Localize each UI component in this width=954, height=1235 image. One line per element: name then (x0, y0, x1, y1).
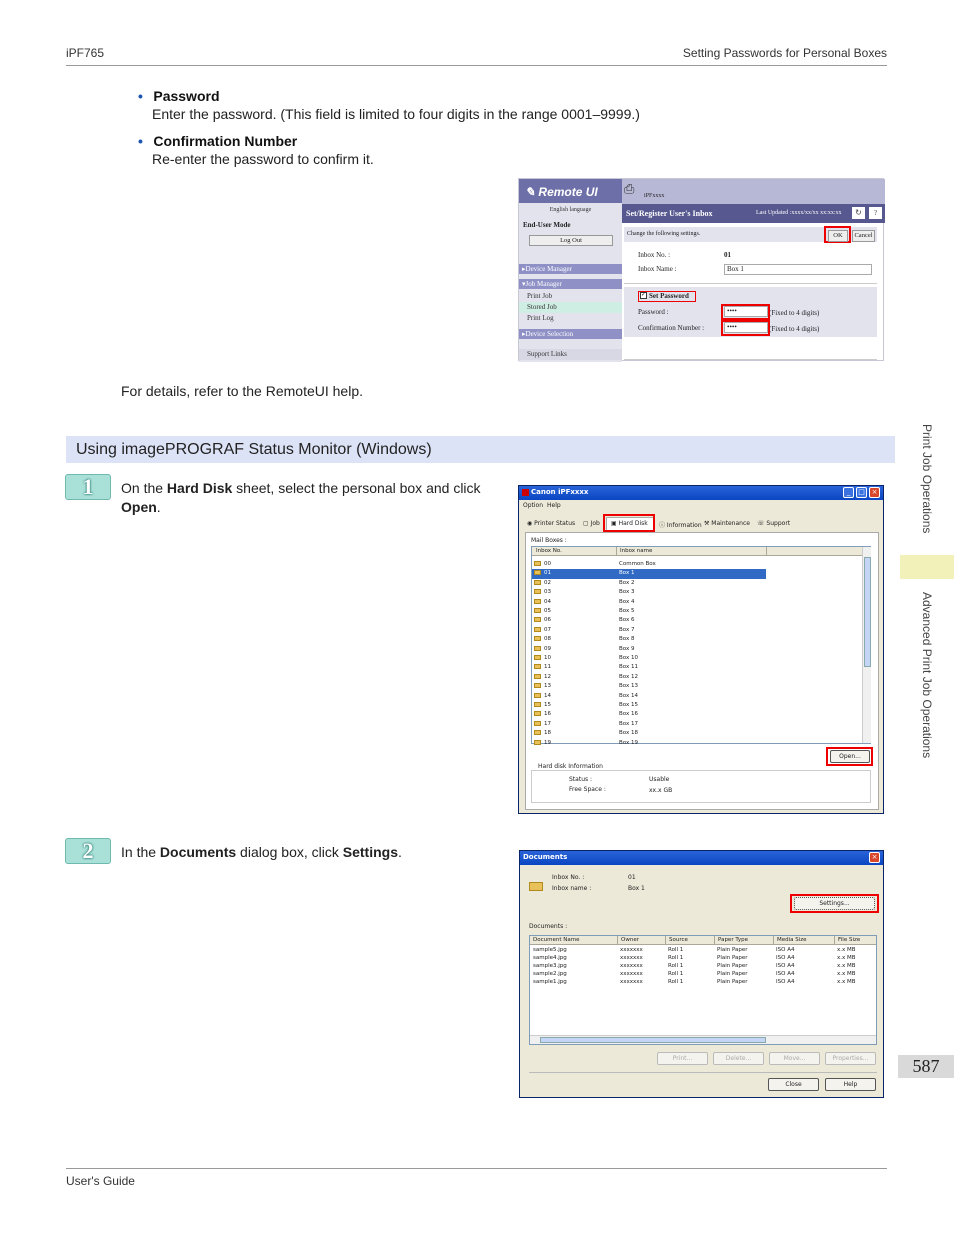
document-cell: Plain Paper (717, 979, 748, 985)
document-cell: x.x MB (837, 955, 856, 961)
documents-dialog (519, 850, 884, 1098)
document-cell: ISO A4 (776, 971, 795, 977)
tab-information[interactable]: ⓘ Information (659, 522, 702, 529)
document-cell: xxxxxxx (620, 971, 643, 977)
table-row[interactable] (532, 598, 862, 608)
inbox-name-cell: Common Box (619, 561, 656, 567)
password-label: Password : (638, 308, 669, 316)
table-row[interactable] (532, 673, 862, 683)
footer-text: User's Guide (66, 1174, 135, 1188)
close-icon[interactable]: × (869, 852, 880, 863)
document-cell: sample4.jpg (533, 955, 567, 961)
delete-button[interactable]: Delete... (713, 1052, 764, 1065)
inbox-name-label: Inbox Name : (638, 265, 677, 273)
header-right: Setting Passwords for Personal Boxes (682, 46, 887, 60)
hscroll-thumb[interactable] (540, 1037, 766, 1043)
folder-icon (534, 561, 541, 566)
inbox-no-cell: 14 (544, 692, 551, 699)
inbox-no-cell: 19 (544, 739, 551, 745)
folder-icon (534, 740, 541, 745)
inbox-name-cell: Box 14 (619, 692, 638, 699)
inbox-name-cell: Box 9 (619, 645, 635, 652)
folder-icon (534, 683, 541, 688)
inbox-name-cell: Box 12 (619, 673, 638, 680)
ok-button[interactable]: OK (828, 230, 848, 242)
inbox-name-cell: Box 17 (619, 720, 638, 727)
mailbox-list[interactable] (531, 546, 871, 744)
document-cell: Roll 1 (668, 971, 684, 977)
step-text: In the Documents dialog box, click Settings. (121, 844, 402, 860)
status-monitor-window (518, 485, 884, 814)
document-cell: sample3.jpg (533, 963, 567, 969)
folder-icon (534, 589, 541, 594)
printer-icon: ⎙ (624, 181, 635, 196)
inbox-no-cell: 12 (544, 673, 551, 680)
remote-ui-titlebar (622, 204, 885, 223)
inbox-name-cell: Box 10 (619, 655, 638, 661)
folder-icon (534, 570, 541, 575)
password-highlight (721, 304, 770, 320)
inbox-no-cell: 08 (544, 636, 551, 643)
bullet-password (138, 88, 838, 106)
table-row[interactable] (532, 579, 862, 589)
folder-icon (534, 674, 541, 679)
nav-support-links[interactable]: Support Links (519, 349, 622, 360)
documents-rows (530, 946, 876, 1026)
folder-icon (534, 664, 541, 669)
table-row[interactable] (532, 588, 862, 598)
folder-icon (534, 730, 541, 735)
inbox-name-cell: Box 6 (619, 617, 635, 624)
document-cell: Plain Paper (717, 971, 748, 977)
folder-icon (534, 617, 541, 622)
minimize-icon[interactable]: _ (843, 487, 854, 498)
open-button[interactable]: Open... (830, 750, 870, 763)
document-cell: xxxxxxx (620, 955, 643, 961)
folder-icon (534, 599, 541, 604)
language-link[interactable]: English language (549, 207, 592, 213)
status-monitor-titlebar: Canon iPFxxxx (519, 486, 883, 500)
set-password-label: Set Password (649, 292, 689, 300)
move-button[interactable]: Move... (769, 1052, 820, 1065)
table-row[interactable] (532, 616, 862, 626)
logo-text: Remote UI (538, 185, 598, 199)
document-cell: ISO A4 (776, 947, 795, 953)
free-space-label: Free Space : (569, 786, 606, 793)
inbox-name-field[interactable]: Box 1 (724, 264, 872, 275)
inbox-name-cell: Box 2 (619, 579, 635, 586)
table-row[interactable] (532, 729, 862, 739)
table-row[interactable] (530, 970, 876, 978)
hd-info-label: Hard disk Information (538, 763, 603, 770)
inbox-no-cell: 11 (544, 664, 551, 671)
inbox-name-cell: Box 1 (619, 570, 635, 577)
properties-button[interactable]: Properties... (825, 1052, 876, 1065)
bullet-text: Enter the password. (This field is limited to four digits in the range 0001–9999.) (152, 106, 640, 122)
document-cell: sample1.jpg (533, 979, 567, 985)
inbox-name-cell: Box 13 (619, 683, 638, 690)
document-cell: xxxxxxx (620, 979, 643, 985)
print-button[interactable]: Print... (657, 1052, 708, 1065)
folder-icon (534, 627, 541, 632)
inbox-no-value: 01 (628, 874, 636, 881)
table-row[interactable] (532, 720, 862, 730)
inbox-no-cell: 15 (544, 702, 551, 708)
inbox-no-cell: 13 (544, 683, 551, 690)
document-cell: x.x MB (837, 979, 856, 985)
documents-titlebar: Documents (520, 851, 883, 865)
step-badge: 1 (65, 474, 111, 500)
nav-device-manager[interactable]: ▸Device Manager (519, 264, 622, 274)
table-row[interactable] (530, 954, 876, 962)
section-title: Using imagePROGRAF Status Monitor (Windows) (76, 441, 432, 458)
inbox-name-cell: Box 3 (619, 589, 635, 596)
logo-icon: ✎ (525, 185, 536, 199)
table-row[interactable] (532, 654, 862, 664)
inbox-name-cell: Box 15 (619, 702, 638, 708)
inbox-name-cell: Box 16 (619, 711, 638, 718)
scroll-thumb[interactable] (864, 557, 871, 667)
table-row[interactable] (532, 701, 862, 711)
refresh-icon[interactable]: ↻ (852, 207, 865, 219)
documents-label: Documents : (529, 923, 568, 930)
inbox-name-label: Inbox name : (552, 885, 592, 892)
table-row[interactable] (532, 607, 862, 617)
settings-button[interactable]: Settings... (794, 897, 875, 910)
document-cell: sample5.jpg (533, 947, 567, 953)
list-scrollbar[interactable] (862, 547, 871, 743)
page-title: Set/Register User's Inbox (626, 209, 713, 218)
document-cell: Roll 1 (668, 979, 684, 985)
folder-icon (534, 702, 541, 707)
table-row[interactable] (532, 645, 862, 655)
header-rule (66, 65, 887, 66)
tab-printer-status[interactable]: ◉ Printer Status (527, 520, 576, 527)
menu-option[interactable]: Option (523, 502, 544, 509)
document-cell: xxxxxxx (620, 947, 643, 953)
details-text: For details, refer to the RemoteUI help. (121, 383, 363, 399)
document-cell: sample2.jpg (533, 971, 567, 977)
bottom-divider (624, 359, 877, 360)
confirm-input[interactable]: •••• (724, 322, 768, 333)
help-button[interactable]: Help (825, 1078, 876, 1091)
nav-device-selection[interactable]: ▸Device Selection (519, 329, 622, 339)
table-row[interactable] (532, 663, 862, 673)
col-file-size[interactable]: File Size (834, 936, 860, 944)
status-label: Status : (569, 776, 593, 783)
menu-help[interactable]: Help (547, 502, 561, 509)
inbox-no-cell: 00 (544, 561, 551, 567)
close-button[interactable]: Close (768, 1078, 819, 1091)
close-icon[interactable]: × (869, 487, 880, 498)
cancel-button[interactable]: Cancel (852, 230, 875, 242)
folder-icon (534, 721, 541, 726)
list-header (532, 547, 862, 556)
inbox-name-cell: Box 4 (619, 598, 635, 605)
col-media-size[interactable]: Media Size (773, 936, 807, 944)
table-row[interactable] (532, 682, 862, 692)
document-cell: Roll 1 (668, 947, 684, 953)
table-row[interactable] (530, 962, 876, 970)
inbox-no-cell: 18 (544, 730, 551, 737)
inbox-no-cell: 03 (544, 589, 551, 596)
mail-boxes-label: Mail Boxes : (531, 537, 567, 544)
col-owner[interactable]: Owner (617, 936, 639, 944)
inbox-name-cell: Box 7 (619, 626, 635, 633)
document-cell: Plain Paper (717, 963, 748, 969)
user-mode: End-User Mode (523, 221, 571, 229)
document-cell: ISO A4 (776, 963, 795, 969)
table-row[interactable] (532, 635, 862, 645)
folder-icon (534, 693, 541, 698)
folder-icon (534, 580, 541, 585)
confirm-label: Confirmation Number : (638, 324, 705, 332)
table-row[interactable] (532, 569, 766, 579)
inbox-name-cell: Box 18 (619, 730, 638, 737)
inbox-no-cell: 07 (544, 626, 551, 633)
col-inbox-name[interactable]: Inbox name (616, 547, 652, 555)
bullet-title: Confirmation Number (153, 133, 298, 149)
confirm-hint: (Fixed to 4 digits) (769, 325, 820, 333)
sidebar-tab-marker (900, 555, 954, 579)
help-icon[interactable]: ? (869, 207, 882, 219)
header-left: iPF765 (66, 46, 105, 60)
folder-icon (534, 655, 541, 660)
nav-stored-job[interactable]: Stored Job (519, 302, 622, 313)
document-cell: xxxxxxx (620, 963, 643, 969)
last-updated: Last Updated :xxxx/xx/xx xx:xx:xx (756, 210, 842, 216)
inbox-no-cell: 10 (544, 655, 551, 661)
divider (624, 283, 877, 284)
bullet-title: Password (153, 88, 220, 104)
remote-ui-logo (519, 179, 622, 203)
inbox-name-cell: Box 5 (619, 608, 635, 614)
bullet-dot: • (138, 88, 143, 104)
confirm-highlight (721, 320, 770, 336)
footer-rule (66, 1168, 887, 1169)
col-inbox-no[interactable]: Inbox No. (536, 548, 562, 554)
password-input[interactable]: •••• (724, 306, 768, 317)
dialog-divider (529, 1072, 877, 1073)
col-source[interactable]: Source (665, 936, 688, 944)
folder-icon (534, 608, 541, 613)
document-cell: ISO A4 (776, 979, 795, 985)
tab-maintenance[interactable]: ⚒ Maintenance (704, 520, 750, 527)
inbox-info (624, 245, 877, 285)
inbox-name-cell: Box 8 (619, 636, 635, 643)
nav-job-manager[interactable]: ▾Job Manager (519, 279, 622, 289)
inbox-no-cell: 04 (544, 598, 551, 605)
inbox-no-cell: 09 (544, 645, 551, 652)
inbox-name-value: Box 1 (628, 885, 645, 892)
nav-print-log[interactable]: Print Log (527, 314, 554, 322)
col-divider (766, 547, 767, 556)
set-password-checkbox[interactable]: ✓ (641, 292, 647, 298)
tab-support[interactable]: ☏ Support (757, 520, 791, 527)
inbox-name-cell: Box 19 (619, 739, 638, 745)
document-cell: Plain Paper (717, 947, 748, 953)
bullet-confirmation (138, 133, 838, 151)
document-cell: x.x MB (837, 947, 856, 953)
col-paper-type[interactable]: Paper Type (714, 936, 748, 944)
app-icon (522, 489, 529, 496)
documents-list[interactable] (529, 935, 877, 1045)
inbox-no-cell: 05 (544, 608, 551, 614)
inbox-no-cell: 06 (544, 617, 551, 624)
document-cell: x.x MB (837, 971, 856, 977)
free-space-value: xx.x GB (649, 787, 673, 794)
status-value: Usable (649, 776, 670, 783)
tab-hard-disk[interactable]: ▣ Hard Disk (611, 520, 648, 527)
documents-list-header (530, 936, 876, 945)
documents-hscrollbar[interactable] (530, 1035, 876, 1044)
sidebar-upper-label: Print Job Operations (920, 424, 934, 534)
remote-ui-topbar (622, 179, 885, 204)
bullet-text: Re-enter the password to confirm it. (152, 151, 374, 167)
inbox-no-cell: 01 (544, 570, 551, 577)
table-row[interactable] (532, 710, 862, 720)
inbox-no-value: 01 (724, 251, 731, 259)
change-note: Change the following settings. (627, 231, 701, 237)
sidebar-lower-label: Advanced Print Job Operations (920, 592, 934, 759)
step-text: On the Hard Disk sheet, select the personal box and click Open. (121, 480, 481, 515)
table-row[interactable] (530, 946, 876, 954)
inbox-no-cell: 16 (544, 711, 551, 718)
inbox-no-cell: 17 (544, 720, 551, 727)
printer-name: iPFxxxx (644, 193, 665, 199)
password-hint: (Fixed to 4 digits) (769, 309, 820, 317)
document-cell: Roll 1 (668, 955, 684, 961)
table-row[interactable] (532, 739, 862, 745)
remote-ui-screenshot (518, 178, 884, 361)
folder-icon (534, 636, 541, 641)
inbox-no-cell: 02 (544, 579, 551, 586)
folder-icon (534, 646, 541, 651)
col-document-name[interactable]: Document Name (533, 937, 580, 943)
document-cell: Plain Paper (717, 955, 748, 961)
folder-icon (534, 711, 541, 716)
nav-print-job[interactable]: Print Job (527, 292, 553, 300)
table-row[interactable] (530, 978, 876, 986)
inbox-folder-icon (529, 882, 543, 891)
table-row[interactable] (532, 626, 862, 636)
inbox-no-label: Inbox No. : (638, 251, 671, 259)
mailbox-rows (532, 560, 862, 745)
table-row[interactable] (532, 692, 862, 702)
document-cell: x.x MB (837, 963, 856, 969)
bullet-dot: • (138, 133, 143, 149)
section-heading-bar (66, 436, 895, 463)
document-cell: Roll 1 (668, 963, 684, 969)
maximize-icon[interactable]: □ (856, 487, 867, 498)
logout-button[interactable]: Log Out (529, 235, 613, 246)
document-cell: ISO A4 (776, 955, 795, 961)
tab-job[interactable]: ▢ Job (583, 520, 600, 527)
inbox-name-cell: Box 11 (619, 664, 638, 671)
inbox-no-label: Inbox No. : (552, 874, 585, 881)
table-row[interactable] (532, 560, 862, 570)
step-badge: 2 (65, 838, 111, 864)
page-number: 587 (898, 1055, 954, 1078)
